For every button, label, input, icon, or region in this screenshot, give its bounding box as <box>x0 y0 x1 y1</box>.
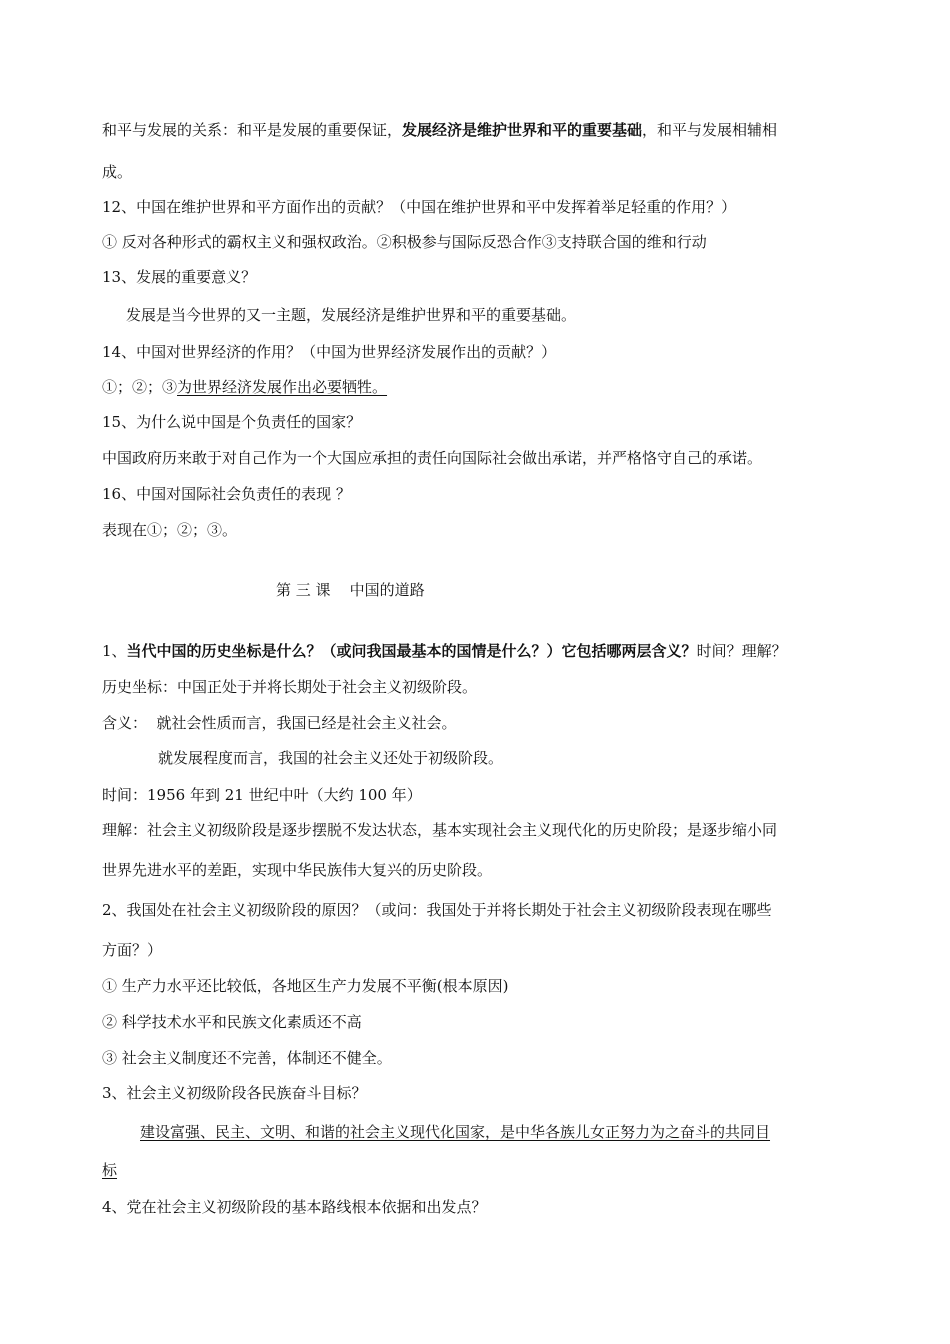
text-line: 表现在①；②；③。 <box>102 521 238 539</box>
underlined-line <box>102 1160 117 1180</box>
text-span: ，和平与发展相辅相 <box>642 121 778 139</box>
question-line: 16、中国对国际社会负责任的表现 ？ <box>102 485 351 503</box>
text-line: 时间：1956 年到 21 世纪中叶（大约 100 年） <box>102 786 422 804</box>
text-line: 中国政府历来敢于对自己作为一个大国应承担的责任向国际社会做出承诺，并严格恪守自己的承诺。 <box>102 449 763 467</box>
text-line <box>102 377 387 397</box>
underlined-span: 为世界经济发展作出必要牺牲。 <box>177 378 388 396</box>
text-span: ①；②；③ <box>102 378 178 396</box>
bold-span: 发展经济是维护世界和平的重要基础 <box>402 121 643 139</box>
bold-span: 当代中国的历史坐标是什么？（或问我国最基本的国情是什么？）它包括哪两层含义？ <box>126 642 697 660</box>
text-line: 成。 <box>102 163 133 181</box>
question-line: 13、发展的重要意义？ <box>102 268 257 286</box>
lesson-heading: 第 三 课 中国的道路 <box>276 581 425 599</box>
text-line: ① 反对各种形式的霸权主义和强权政治。②积极参与国际反恐合作③支持联合国的维和行动 <box>102 233 707 251</box>
question-line: 3、社会主义初级阶段各民族奋斗目标？ <box>102 1084 367 1102</box>
question-line: 4、党在社会主义初级阶段的基本路线根本依据和出发点？ <box>102 1198 487 1216</box>
text-line: 历史坐标：中国正处于并将长期处于社会主义初级阶段。 <box>102 678 478 696</box>
list-item: ② 科学技术水平和民族文化素质还不高 <box>102 1013 362 1031</box>
underlined-span: 建设富强、民主、文明、和谐的社会主义现代化国家，是中华各族儿女正努力为之奋斗的共同目 <box>140 1123 771 1141</box>
underlined-line <box>140 1122 770 1142</box>
question-line: 15、为什么说中国是个负责任的国家？ <box>102 413 362 431</box>
text-line: 方面？） <box>102 941 163 959</box>
text-line: 理解：社会主义初级阶段是逐步摆脱不发达状态，基本实现社会主义现代化的历史阶段；是逐步缩小同 <box>102 821 778 839</box>
question-line: 14、中国对世界经济的作用？（中国为世界经济发展作出的贡献？） <box>102 343 557 361</box>
text-line: 就发展程度而言，我国的社会主义还处于初级阶段。 <box>158 749 504 767</box>
question-line <box>102 641 787 661</box>
underlined-span: 标 <box>102 1161 118 1179</box>
text-line: 世界先进水平的差距，实现中华民族伟大复兴的历史阶段。 <box>102 861 493 879</box>
question-line: 12、中国在维护世界和平方面作出的贡献？（中国在维护世界和平中发挥着举足轻重的作用？） <box>102 198 737 216</box>
text-line <box>102 120 777 140</box>
text-line: 含义： 就社会性质而言，我国已经是社会主义社会。 <box>102 714 457 732</box>
list-item: ① 生产力水平还比较低，各地区生产力发展不平衡(根本原因) <box>102 977 509 995</box>
text-span: 和平与发展的关系：和平是发展的重要保证， <box>102 121 403 139</box>
question-line: 2、我国处在社会主义初级阶段的原因？（或问：我国处于并将长期处于社会主义初级阶段表现在哪些 <box>102 901 772 919</box>
text-line: 发展是当今世界的又一主题，发展经济是维护世界和平的重要基础。 <box>126 306 577 324</box>
text-span: 1、 <box>102 642 127 660</box>
list-item: ③ 社会主义制度还不完善，体制还不健全。 <box>102 1049 392 1067</box>
text-span: 时间？理解？ <box>696 642 787 660</box>
